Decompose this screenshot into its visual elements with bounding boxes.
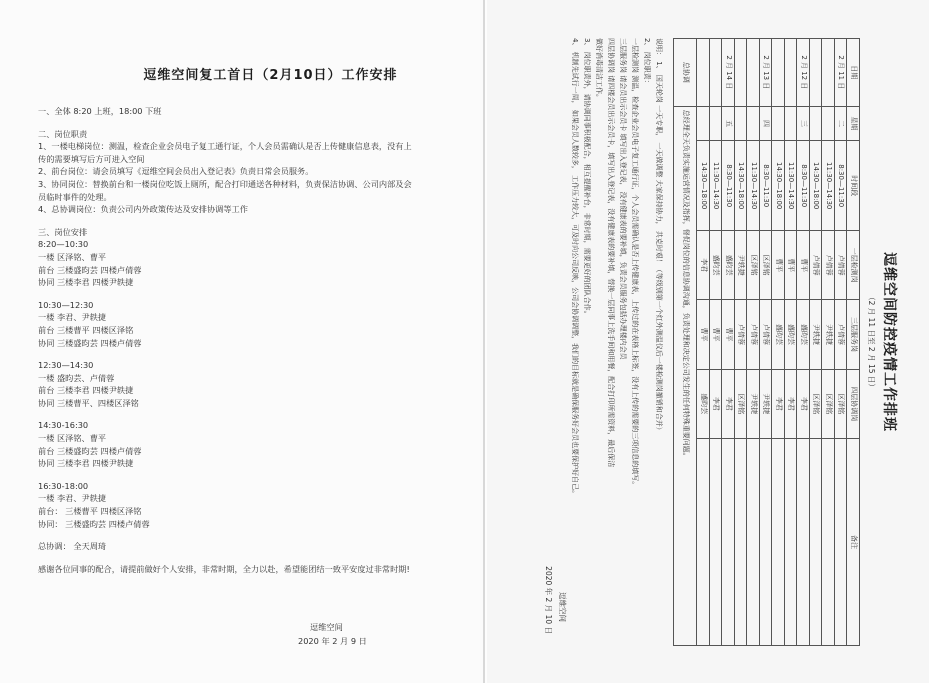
table-cell: 区泽铭 — [822, 369, 835, 438]
document-line: 4、总协调岗位：负责公司内外政策传达及安排协调等工作 — [38, 204, 248, 215]
table-row — [772, 38, 785, 645]
table-cell: 区泽铭 — [747, 230, 760, 299]
document-line: 一楼 区泽铭、曹平 — [38, 433, 107, 444]
table-cell: 8:30—11:30 — [722, 140, 735, 230]
table-cell: 卢倩蓉 — [810, 230, 823, 299]
note-line: 做好消毒清洁工作。 — [595, 37, 604, 101]
table-cell: 曹平 — [785, 230, 798, 299]
right-signature-date: 2020 年 2 月 10 日 — [544, 565, 553, 634]
table-cell: 8:30—11:30 — [797, 140, 810, 230]
table-cell: 区泽铭 — [735, 369, 748, 438]
document-line: 前台 三楼盛昀芸 四楼卢倩蓉 — [38, 264, 142, 275]
schedule-subtitle: （2 月 11 日至 2 月 15 日） — [867, 292, 876, 391]
table-cell: 8:30—11:30 — [835, 140, 848, 230]
table-cell — [735, 106, 748, 141]
table-cell: 卢倩蓉 — [747, 299, 760, 368]
table-header-cell: 星期 — [847, 106, 860, 141]
table-cell — [772, 106, 785, 141]
note-line: 2、 岗位职责： — [643, 37, 652, 87]
document-line: 二、岗位职责 — [38, 128, 88, 139]
table-cell — [735, 38, 748, 106]
line-spacer — [38, 530, 453, 540]
table-cell — [810, 106, 823, 141]
table-header-cell: 一层检测岗 — [847, 230, 860, 299]
document-line: 传的需要填写后方可进入空间 — [38, 153, 145, 164]
table-cell — [722, 438, 735, 645]
document-line: 一楼 李君、尹轶捷 — [38, 493, 107, 504]
table-cell: 总经理全天负责实施运营情况及指挥，督促岗位的信息协调沟通，负责处理和决定公司发生的任何特殊重要问题。 — [674, 106, 697, 645]
table-cell: 曹平 — [772, 230, 785, 299]
table-header-cell: 备注 — [847, 438, 860, 645]
document-line: 12:30—14:30 — [38, 360, 94, 371]
document-line: 前台 三楼李君 四楼尹轶捷 — [38, 385, 134, 396]
table-cell: 四 — [760, 106, 773, 141]
table-cell: 李君 — [710, 369, 723, 438]
table-cell: 盛昀芸 — [697, 369, 710, 438]
document-line: 前台 三楼曹平 四楼区泽铭 — [38, 324, 134, 335]
table-cell: 曹平 — [697, 299, 710, 368]
document-line: 1、一楼电梯岗位：测温，检查企业会员电子复工通行证，个人会员需确认是否上传健康信息表，没有上 — [38, 141, 412, 152]
document-line: 协同 三楼李君 四楼尹轶捷 — [38, 458, 134, 469]
table-cell: 14:30—18:00 — [772, 140, 785, 230]
document-line: 总协调： 全天周琦 — [38, 541, 107, 552]
table-cell: 二 — [835, 106, 848, 141]
table-cell: 李君 — [722, 369, 735, 438]
table-cell — [797, 438, 810, 645]
table-row — [785, 38, 798, 645]
table-cell — [697, 38, 710, 106]
table-cell — [822, 438, 835, 645]
table-header-cell: 日期 — [847, 38, 860, 106]
table-cell: 尹轶捷 — [735, 230, 748, 299]
table-row — [674, 38, 697, 645]
table-cell: 2 月 12 日 — [797, 38, 810, 106]
table-cell: 李君 — [697, 230, 710, 299]
table-cell — [785, 438, 798, 645]
schedule-header-row — [847, 38, 860, 645]
right-document-page — [487, 0, 929, 683]
table-cell — [710, 438, 723, 645]
left-document-title: 逗维空间复工首日（2月10日）工作安排 — [143, 68, 398, 83]
table-cell: 卢倩蓉 — [735, 299, 748, 368]
note-line: 4、 机制先试行一周， 如果会员人数较多， 工作压力较大，可及时向公司反映，公司会协调调整，我们的目标就是确保服务好会员也要保护好自己。 — [571, 37, 580, 497]
table-cell: 盛昀芸 — [785, 299, 798, 368]
table-cell: 区泽铭 — [810, 369, 823, 438]
table-cell: 14:30—18:00 — [697, 140, 710, 230]
table-cell: 三 — [797, 106, 810, 141]
table-cell — [747, 106, 760, 141]
table-cell — [822, 38, 835, 106]
line-spacer — [38, 118, 453, 128]
document-line: 前台： 三楼曹平 四楼区泽铭 — [38, 506, 142, 517]
left-document-body — [38, 105, 453, 575]
table-cell: 卢倩蓉 — [835, 299, 848, 368]
table-cell: 李君 — [785, 369, 798, 438]
document-line: 前台 三楼盛昀芸 四楼卢倩蓉 — [38, 445, 142, 456]
table-cell: 盛昀芸 — [722, 230, 735, 299]
document-line: 员临时事件的处理。 — [38, 191, 112, 202]
table-cell: 总协调 — [674, 38, 697, 106]
table-cell: 11:30—14:30 — [822, 140, 835, 230]
table-cell: 盛昀芸 — [772, 299, 785, 368]
table-row — [760, 38, 773, 645]
table-row — [822, 38, 835, 645]
table-cell: 14:30—18:00 — [735, 140, 748, 230]
schedule-title: 逗维空间防控疫情工作排班 — [881, 251, 897, 432]
table-cell: 曹平 — [722, 299, 735, 368]
table-cell: 卢倩蓉 — [760, 299, 773, 368]
table-cell: 11:30—14:30 — [710, 140, 723, 230]
table-cell: 区泽铭 — [835, 369, 848, 438]
line-spacer — [38, 553, 453, 563]
table-cell: 李君 — [772, 369, 785, 438]
document-line: 协同 三楼曹平、四楼区泽铭 — [38, 397, 139, 408]
table-cell: 尹轶捷 — [760, 369, 773, 438]
line-spacer — [38, 409, 453, 419]
document-line: 2、前台岗位：请会员填写《逗维空间会员出入登记表》负责日常会员服务。 — [38, 166, 314, 177]
table-header-cell: 四层协调岗 — [847, 369, 860, 438]
document-line: 协同 三楼盛昀芸 四楼卢倩蓉 — [38, 337, 142, 348]
left-signature-date: 2020 年 2 月 9 日 — [298, 636, 367, 646]
note-line: 一层检测岗 测温，检查企业会员电子复工通行证，个人会员需确认是否上传健康表，上传过的在表格上标签，没有上传的需要的三项信息的填写。 — [631, 37, 640, 488]
line-spacer — [38, 216, 453, 226]
right-signature-org: 逗维空间 — [558, 591, 567, 622]
table-cell: 尹轶捷 — [822, 299, 835, 368]
table-row — [697, 38, 710, 645]
table-cell — [785, 38, 798, 106]
table-cell — [810, 438, 823, 645]
table-header-cell: 时间段 — [847, 140, 860, 230]
table-cell — [822, 106, 835, 141]
table-row — [747, 38, 760, 645]
note-line: 说明： 1、 国天轮岗 一天专职， 一天做调整 大家保持协力， 共克时艰！（等级别第一个红外测温仪后一楼检测岗撤销和合并） — [655, 37, 664, 434]
document-line: 三、岗位安排 — [38, 226, 88, 237]
document-line: 14:30-16:30 — [38, 420, 89, 431]
table-cell — [760, 438, 773, 645]
line-spacer — [38, 470, 453, 480]
note-line: 三层服务岗 请会员出示会员卡 填写出入登记表， 没有健康表的要补填，负责会员服务包括办理楼内会员 — [619, 37, 628, 360]
table-cell — [747, 438, 760, 645]
table-cell: 卢倩蓉 — [822, 230, 835, 299]
table-cell: 2 月 13 日 — [760, 38, 773, 106]
table-cell — [785, 106, 798, 141]
table-cell — [772, 38, 785, 106]
table-row — [735, 38, 748, 645]
note-line: 3、 岗位职责外，请协调同事积极配合，相互提醒补台，非常时期，需要更好的团队合作。 — [583, 37, 592, 318]
table-header-cell: 三层服务岗 — [847, 299, 860, 368]
table-row — [710, 38, 723, 645]
table-cell: 卢倩蓉 — [835, 230, 848, 299]
table-cell: 尹轶捷 — [810, 299, 823, 368]
table-cell — [747, 38, 760, 106]
document-line: 10:30—12:30 — [38, 299, 94, 310]
table-cell — [697, 438, 710, 645]
table-cell — [810, 38, 823, 106]
table-cell: 11:30—14:30 — [785, 140, 798, 230]
table-cell: 曹平 — [710, 299, 723, 368]
table-cell — [710, 38, 723, 106]
schedule-notes — [570, 38, 666, 646]
table-row — [722, 38, 735, 645]
table-cell: 2 月 11 日 — [835, 38, 848, 106]
table-cell — [735, 438, 748, 645]
document-line: 一、全体 8:20 上班，18:00 下班 — [38, 106, 162, 116]
note-line: 四层协调岗 请四楼会员出示会员卡，填写出入登记表，没有健康表的要补填，替换一层同事上洗手间和用餐，配合打印所需资料，最后保洁 — [607, 37, 616, 467]
document-line: 感谢各位同事的配合，请提前做好个人安排，非常时期，全力以赴，希望能团结一致平安度过非常时期! — [38, 563, 410, 574]
table-cell: 李君 — [797, 369, 810, 438]
schedule-table — [674, 38, 861, 646]
document-line: 16:30-18:00 — [38, 480, 89, 491]
schedule-table-body — [674, 38, 847, 645]
document-line: 一楼 李君、尹轶捷 — [38, 312, 107, 323]
table-row — [835, 38, 848, 645]
document-line: 8:20—10:30 — [38, 239, 89, 250]
document-line: 协同： 三楼盛昀芸 四楼卢倩蓉 — [38, 518, 150, 529]
table-row — [797, 38, 810, 645]
rotated-schedule-page — [508, 22, 908, 662]
table-cell: 曹平 — [797, 230, 810, 299]
table-cell: 2 月 14 日 — [722, 38, 735, 106]
document-line: 3、协同岗位：替换前台和一楼岗位吃饭上厕所，配合打印通送各种材料，负责保洁协调、公司内部及会 — [38, 178, 412, 189]
line-spacer — [38, 289, 453, 299]
table-cell — [772, 438, 785, 645]
document-line: 协同 三楼李君 四楼尹轶捷 — [38, 277, 134, 288]
document-line: 一楼 区泽铭、曹平 — [38, 251, 107, 262]
table-cell: 11:30—14:30 — [747, 140, 760, 230]
table-cell: 区泽铭 — [760, 230, 773, 299]
table-cell — [710, 106, 723, 141]
document-line: 一楼 盛昀芸、卢倩蓉 — [38, 372, 115, 383]
table-cell: 盛昀芸 — [710, 230, 723, 299]
table-cell: 尹轶捷 — [747, 369, 760, 438]
table-cell: 8:30—11:30 — [760, 140, 773, 230]
left-signature-org: 逗维空间 — [310, 622, 343, 632]
table-cell: 14:30—18:00 — [810, 140, 823, 230]
table-row — [810, 38, 823, 645]
table-cell — [697, 106, 710, 141]
table-cell: 盛昀芸 — [797, 299, 810, 368]
line-spacer — [38, 349, 453, 359]
table-cell: 五 — [722, 106, 735, 141]
table-cell — [835, 438, 848, 645]
